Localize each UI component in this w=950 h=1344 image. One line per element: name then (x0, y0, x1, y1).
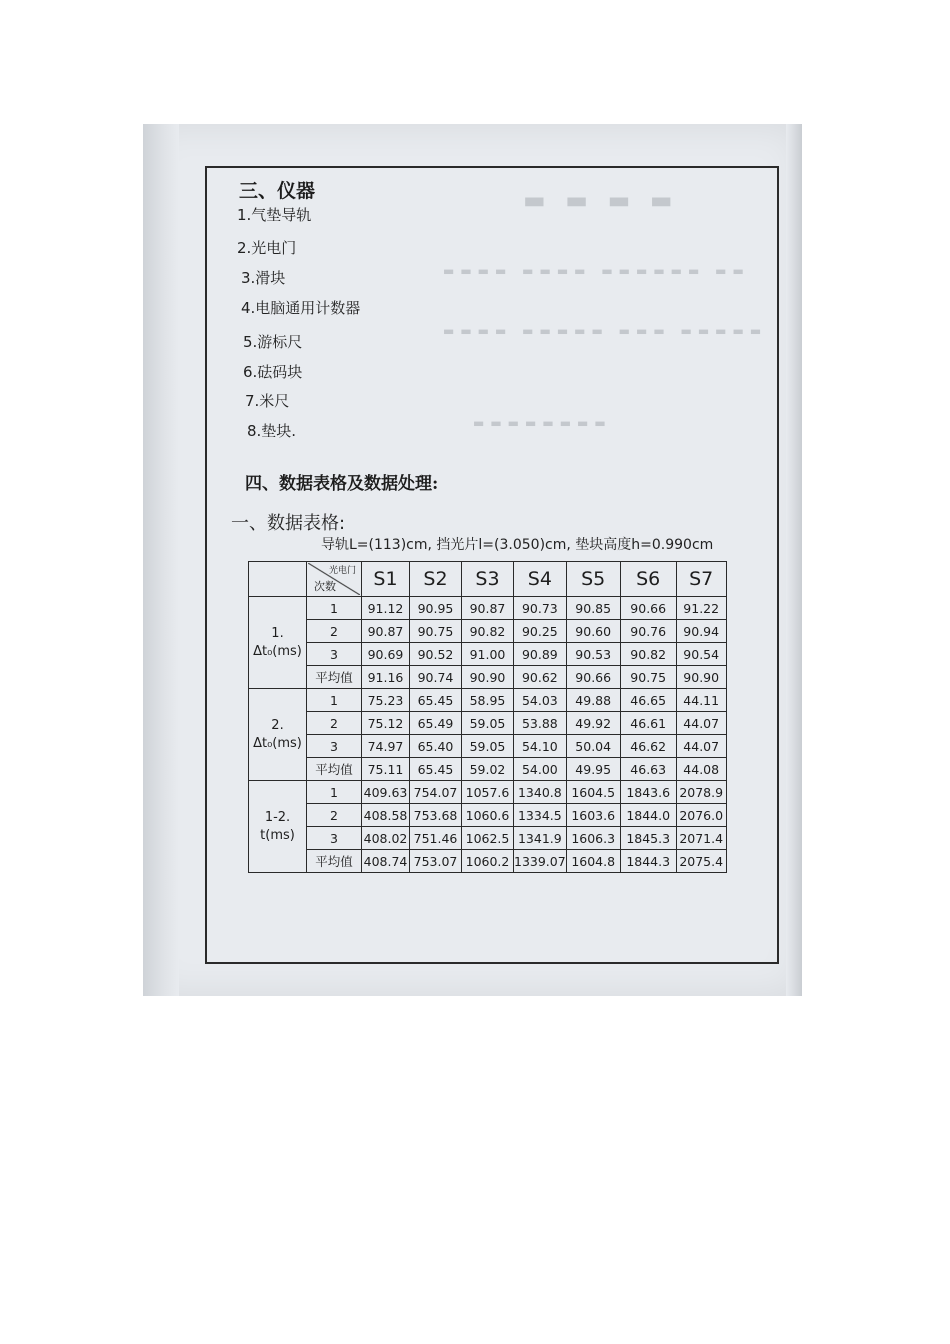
table-cell: 44.07 (676, 712, 726, 735)
table-cell: 54.00 (514, 758, 567, 781)
instrument-item: 1.气垫导轨 (237, 206, 312, 224)
table-cell: 753.68 (410, 804, 462, 827)
trial-number: 1 (307, 689, 362, 712)
table-row (249, 712, 727, 735)
table-corner-empty (249, 562, 307, 597)
table-cell: 90.76 (620, 620, 676, 643)
instrument-item: 6.砝码块 (243, 363, 303, 381)
table-row (249, 850, 727, 873)
table-cell: 2076.0 (676, 804, 726, 827)
table-row (249, 666, 727, 689)
data-table-subheading: 一、数据表格: (231, 513, 346, 534)
table-cell: 1340.8 (514, 781, 567, 804)
table-cell: 408.02 (362, 827, 410, 850)
table-cell: 49.95 (566, 758, 620, 781)
table-cell: 90.94 (676, 620, 726, 643)
table-cell: 1057.6 (462, 781, 514, 804)
table-cell: 59.02 (462, 758, 514, 781)
column-header: S5 (566, 562, 620, 597)
group-unit: Δt₀(ms) (253, 643, 302, 659)
table-cell: 90.25 (514, 620, 567, 643)
table-cell: 1060.2 (462, 850, 514, 873)
table-cell: 90.87 (362, 620, 410, 643)
table-cell: 75.12 (362, 712, 410, 735)
table-cell: 49.88 (566, 689, 620, 712)
table-cell: 46.62 (620, 735, 676, 758)
table-cell: 90.66 (620, 597, 676, 620)
table-row (249, 620, 727, 643)
bleed-through-text: ▬▬▬▬▬▬▬▬ (473, 416, 612, 430)
bleed-through-text: ▬ ▬ ▬ ▬ (523, 186, 679, 214)
table-cell: 59.05 (462, 712, 514, 735)
table-row (249, 781, 727, 804)
instrument-item: 2.光电门 (237, 239, 297, 257)
table-row (249, 597, 727, 620)
table-cell: 751.46 (410, 827, 462, 850)
table-cell: 50.04 (566, 735, 620, 758)
table-cell: 46.61 (620, 712, 676, 735)
table-cell: 91.00 (462, 643, 514, 666)
table-cell: 408.74 (362, 850, 410, 873)
table-cell: 1844.0 (620, 804, 676, 827)
table-row (249, 643, 727, 666)
table-cell: 46.63 (620, 758, 676, 781)
table-cell: 1060.6 (462, 804, 514, 827)
column-header: S1 (362, 562, 410, 597)
table-cell: 90.73 (514, 597, 567, 620)
trial-number: 1 (307, 781, 362, 804)
table-cell: 90.52 (410, 643, 462, 666)
table-cell: 49.92 (566, 712, 620, 735)
table-cell: 90.90 (676, 666, 726, 689)
instrument-item: 8.垫块. (247, 422, 297, 440)
column-header: S3 (462, 562, 514, 597)
trial-number: 2 (307, 712, 362, 735)
group-label-cell (249, 781, 307, 873)
table-row (249, 758, 727, 781)
table-cell: 44.07 (676, 735, 726, 758)
group-label-cell (249, 597, 307, 689)
table-cell: 90.60 (566, 620, 620, 643)
table-cell: 44.08 (676, 758, 726, 781)
section-4-heading: 四、数据表格及数据处理: (245, 474, 439, 494)
column-header: S2 (410, 562, 462, 597)
group-unit: Δt₀(ms) (253, 735, 302, 751)
table-cell: 75.11 (362, 758, 410, 781)
experiment-parameters: 导轨L=(113)cm, 挡光片l=(3.050)cm, 垫块高度h=0.990cm (321, 537, 714, 553)
group-label-cell (249, 689, 307, 781)
table-cell: 59.05 (462, 735, 514, 758)
table-cell: 54.03 (514, 689, 567, 712)
table-header-row (249, 562, 727, 597)
table-cell: 1845.3 (620, 827, 676, 850)
table-cell: 1606.3 (566, 827, 620, 850)
table-cell: 74.97 (362, 735, 410, 758)
table-cell: 1844.3 (620, 850, 676, 873)
data-table (248, 561, 727, 873)
table-cell: 408.58 (362, 804, 410, 827)
corner-label-bottom: 次数 (314, 580, 336, 593)
table-cell: 90.95 (410, 597, 462, 620)
table-cell: 1603.6 (566, 804, 620, 827)
group-label: 1. (271, 625, 284, 641)
table-cell: 754.07 (410, 781, 462, 804)
trial-number: 3 (307, 827, 362, 850)
table-corner-cell (307, 562, 362, 597)
table-cell: 75.23 (362, 689, 410, 712)
group-label: 1-2. (264, 809, 291, 825)
table-cell: 91.16 (362, 666, 410, 689)
table-cell: 90.54 (676, 643, 726, 666)
table-cell: 65.40 (410, 735, 462, 758)
corner-label-top: 光电门 (328, 566, 356, 576)
table-cell: 90.53 (566, 643, 620, 666)
table-cell: 90.85 (566, 597, 620, 620)
table-cell: 91.22 (676, 597, 726, 620)
table-cell: 90.69 (362, 643, 410, 666)
instrument-item: 5.游标尺 (243, 333, 303, 351)
table-cell: 753.07 (410, 850, 462, 873)
table-cell: 1334.5 (514, 804, 567, 827)
trial-number: 平均值 (307, 758, 362, 781)
table-cell: 90.90 (462, 666, 514, 689)
table-body (249, 597, 727, 873)
page-edge (786, 124, 802, 996)
bleed-through-text: ▬▬▬▬ ▬▬▬▬ ▬▬▬▬▬▬ ▬▬ (443, 264, 750, 278)
table-cell: 90.87 (462, 597, 514, 620)
table-cell: 90.75 (410, 620, 462, 643)
table-cell: 54.10 (514, 735, 567, 758)
instrument-item: 3.滑块 (241, 269, 286, 287)
table-cell: 90.82 (620, 643, 676, 666)
section-3-heading: 三、仪器 (239, 180, 316, 202)
table-row (249, 689, 727, 712)
trial-number: 平均值 (307, 666, 362, 689)
column-header: S6 (620, 562, 676, 597)
table-cell: 90.75 (620, 666, 676, 689)
table-cell: 46.65 (620, 689, 676, 712)
table-cell: 90.89 (514, 643, 567, 666)
table-cell: 1062.5 (462, 827, 514, 850)
table-cell: 91.12 (362, 597, 410, 620)
instrument-item: 7.米尺 (245, 392, 290, 410)
column-header: S4 (514, 562, 567, 597)
table-row (249, 735, 727, 758)
table-cell: 58.95 (462, 689, 514, 712)
trial-number: 1 (307, 597, 362, 620)
table-cell: 65.45 (410, 689, 462, 712)
column-header: S7 (676, 562, 726, 597)
table-cell: 2078.9 (676, 781, 726, 804)
group-label: 2. (271, 717, 284, 733)
instrument-item: 4.电脑通用计数器 (241, 299, 361, 317)
table-cell: 44.11 (676, 689, 726, 712)
table-row (249, 804, 727, 827)
table-cell: 1339.07 (514, 850, 567, 873)
table-cell: 2075.4 (676, 850, 726, 873)
table-cell: 1604.5 (566, 781, 620, 804)
table-cell: 90.82 (462, 620, 514, 643)
table-cell: 1341.9 (514, 827, 567, 850)
page-binding (143, 124, 179, 996)
table-cell: 90.66 (566, 666, 620, 689)
table-cell: 1604.8 (566, 850, 620, 873)
trial-number: 平均值 (307, 850, 362, 873)
table-row (249, 827, 727, 850)
trial-number: 2 (307, 620, 362, 643)
table-cell: 53.88 (514, 712, 567, 735)
table-cell: 90.74 (410, 666, 462, 689)
table-cell: 1843.6 (620, 781, 676, 804)
table-cell: 409.63 (362, 781, 410, 804)
bleed-through-text: ▬▬▬▬ ▬▬▬▬▬ ▬▬▬ ▬▬▬▬▬ (443, 324, 768, 338)
trial-number: 3 (307, 643, 362, 666)
trial-number: 3 (307, 735, 362, 758)
table-cell: 2071.4 (676, 827, 726, 850)
table-cell: 65.49 (410, 712, 462, 735)
document-photo (143, 124, 802, 996)
table-cell: 65.45 (410, 758, 462, 781)
table-cell: 90.62 (514, 666, 567, 689)
trial-number: 2 (307, 804, 362, 827)
group-unit: t(ms) (260, 827, 295, 843)
